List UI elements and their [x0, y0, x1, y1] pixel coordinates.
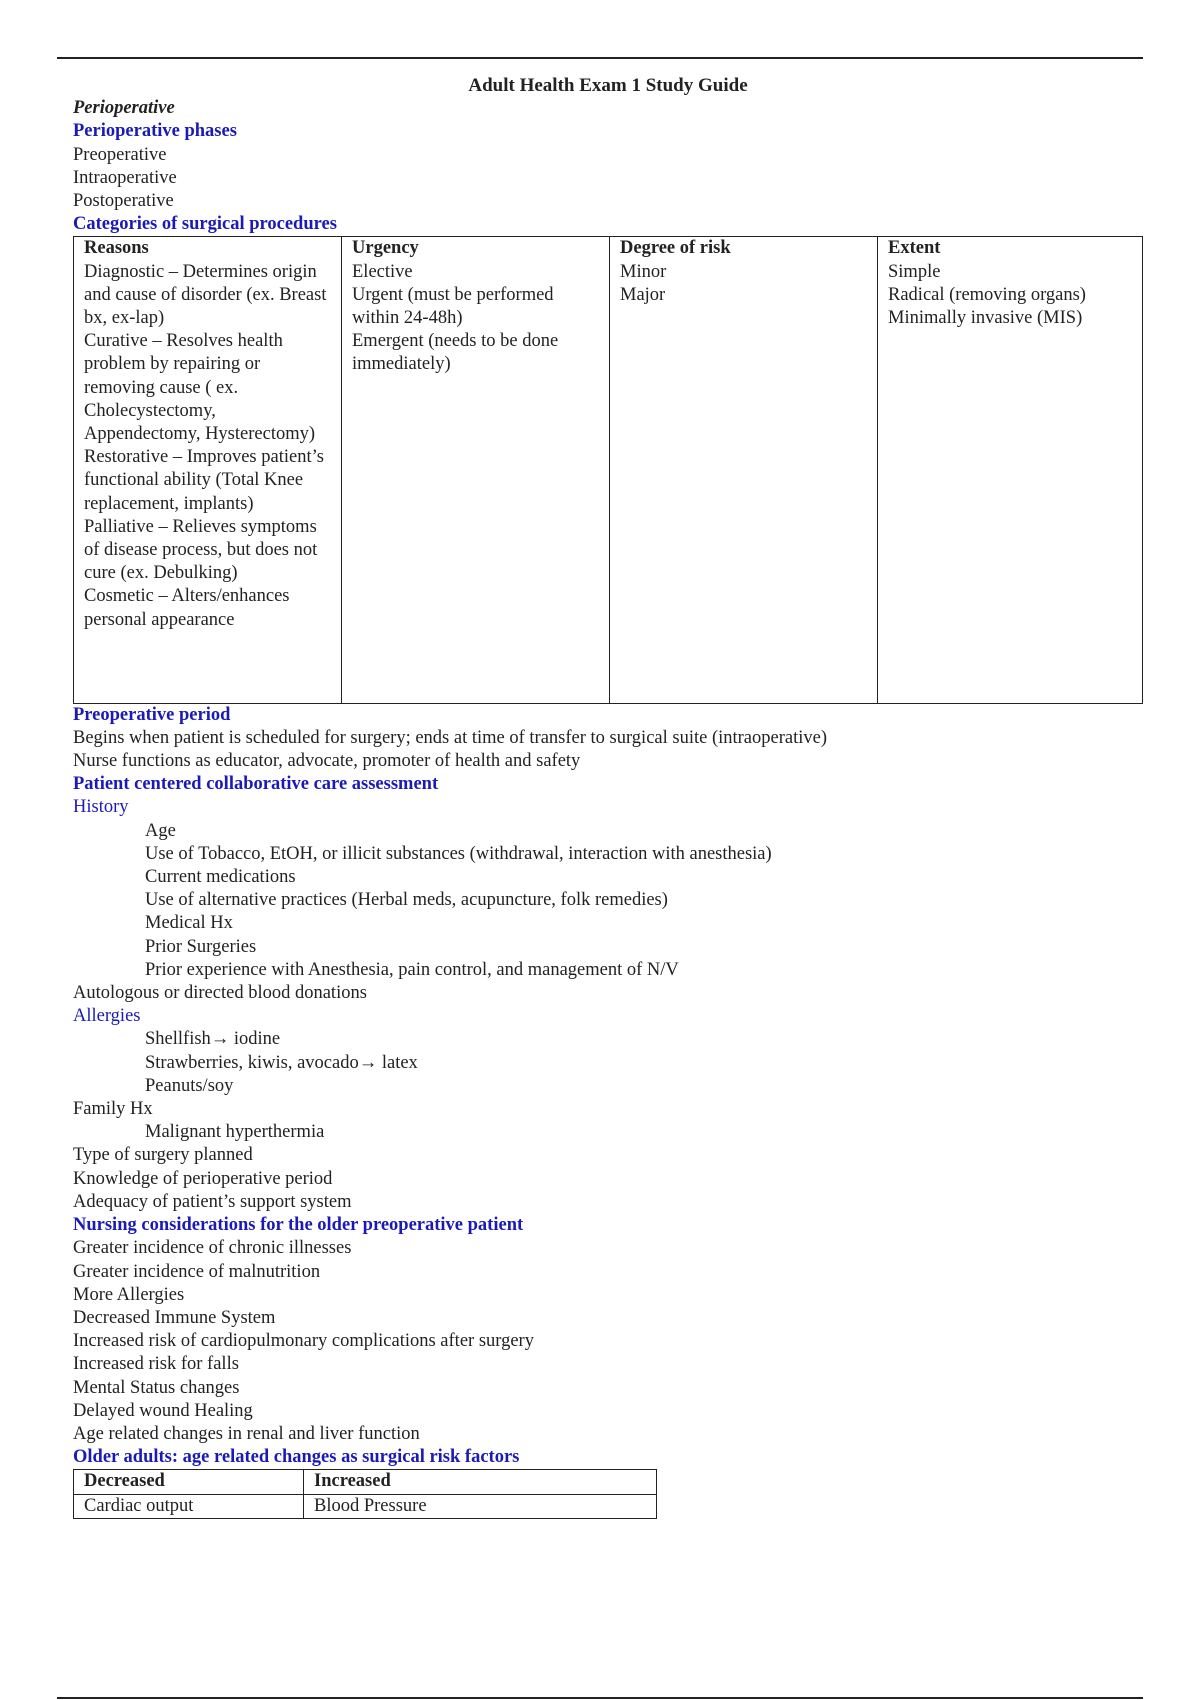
column-header: Increased	[304, 1470, 657, 1494]
column-header: Extent	[878, 237, 1143, 261]
history-item: Medical Hx	[145, 913, 233, 934]
older-item: Greater incidence of malnutrition	[73, 1261, 321, 1282]
document-page	[73, 70, 1143, 1519]
older-item: Increased risk of cardiopulmonary complications after surgery	[73, 1331, 534, 1352]
history-item: Age	[145, 820, 176, 841]
age-changes-heading: Older adults: age related changes as surgical risk factors	[73, 1447, 520, 1468]
family-label: Family Hx	[73, 1099, 153, 1120]
preop-line: Nurse functions as educator, advocate, promoter of health and safety	[73, 751, 581, 772]
history-item: Current medications	[145, 867, 296, 888]
table-cell: Blood Pressure	[304, 1494, 657, 1518]
categories-header-row	[74, 237, 1143, 261]
history-item: Use of alternative practices (Herbal meds, acupuncture, folk remedies)	[145, 890, 668, 911]
assessment-line: Knowledge of perioperative period	[73, 1168, 333, 1189]
document-title: Adult Health Exam 1 Study Guide	[468, 75, 748, 96]
family-item: Malignant hyperthermia	[145, 1122, 325, 1143]
reason-item: Cosmetic – Alters/enhances personal appearance	[84, 586, 290, 630]
phase-item: Preoperative	[73, 144, 167, 165]
reasons-cell	[74, 261, 342, 704]
older-item: Increased risk for falls	[73, 1354, 239, 1375]
extent-cell	[878, 261, 1143, 704]
risk-cell	[610, 261, 878, 704]
categories-body-row	[74, 261, 1143, 704]
column-header: Reasons	[74, 237, 342, 261]
urgency-cell	[342, 261, 610, 704]
urgency-item: Emergent (needs to be done immediately)	[352, 331, 559, 375]
categories-heading: Categories of surgical procedures	[73, 214, 337, 235]
categories-table	[73, 236, 1143, 703]
older-item: Decreased Immune System	[73, 1307, 276, 1328]
urgency-item: Elective	[352, 261, 413, 282]
age-header-row	[74, 1470, 657, 1494]
allergy-item: Shellfish→ iodine	[145, 1029, 281, 1050]
extent-item: Simple	[888, 261, 941, 282]
allergies-label: Allergies	[73, 1006, 141, 1027]
history-item: Prior Surgeries	[145, 936, 257, 957]
phase-item: Postoperative	[73, 191, 174, 212]
older-heading: Nursing considerations for the older preoperative patient	[73, 1215, 524, 1236]
extent-item: Radical (removing organs)	[888, 284, 1086, 305]
older-item: More Allergies	[73, 1284, 185, 1305]
phase-item: Intraoperative	[73, 167, 177, 188]
allergy-item: Peanuts/soy	[145, 1075, 234, 1096]
age-changes-table	[73, 1469, 657, 1518]
column-header: Urgency	[342, 237, 610, 261]
older-item: Age related changes in renal and liver function	[73, 1423, 420, 1444]
older-item: Delayed wound Healing	[73, 1400, 253, 1421]
preop-line: Begins when patient is scheduled for surgery; ends at time of transfer to surgical suite (intraoperative)	[73, 727, 828, 748]
preop-heading: Preoperative period	[73, 704, 231, 725]
reason-item: Curative – Resolves health problem by repairing or removing cause ( ex. Cholecystectomy, Appendectomy, Hysterectomy)	[84, 331, 316, 445]
assessment-line: Adequacy of patient’s support system	[73, 1191, 352, 1212]
column-header: Decreased	[74, 1470, 304, 1494]
risk-item: Minor	[620, 261, 667, 282]
reason-item: Palliative – Relieves symptoms of disease process, but does not cure (ex. Debulking)	[84, 516, 318, 584]
history-label: History	[73, 797, 129, 818]
reason-item: Restorative – Improves patient’s functional ability (Total Knee replacement, implants)	[84, 447, 324, 514]
extent-item: Minimally invasive (MIS)	[888, 308, 1083, 329]
reason-item: Diagnostic – Determines origin and cause of disorder (ex. Breast bx, ex-lap)	[84, 261, 327, 329]
top-rule	[57, 57, 1143, 59]
older-item: Greater incidence of chronic illnesses	[73, 1238, 352, 1259]
history-item: Prior experience with Anesthesia, pain control, and management of N/V	[145, 959, 679, 980]
assessment-line: Type of surgery planned	[73, 1145, 253, 1166]
phases-heading: Perioperative phases	[73, 121, 237, 142]
urgency-item: Urgent (must be performed within 24-48h)	[352, 284, 554, 329]
column-header: Degree of risk	[610, 237, 878, 261]
blood-donations-line: Autologous or directed blood donations	[73, 983, 367, 1004]
history-item: Use of Tobacco, EtOH, or illicit substances (withdrawal, interaction with anesthesia)	[145, 843, 772, 864]
assessment-heading: Patient centered collaborative care assessment	[73, 774, 439, 795]
older-item: Mental Status changes	[73, 1377, 240, 1398]
risk-item: Major	[620, 284, 666, 305]
allergy-item: Strawberries, kiwis, avocado→ latex	[145, 1052, 418, 1073]
bottom-rule	[57, 1697, 1143, 1699]
table-cell: Cardiac output	[74, 1494, 304, 1518]
section-title: Perioperative	[73, 98, 175, 119]
table-row	[74, 1494, 657, 1518]
